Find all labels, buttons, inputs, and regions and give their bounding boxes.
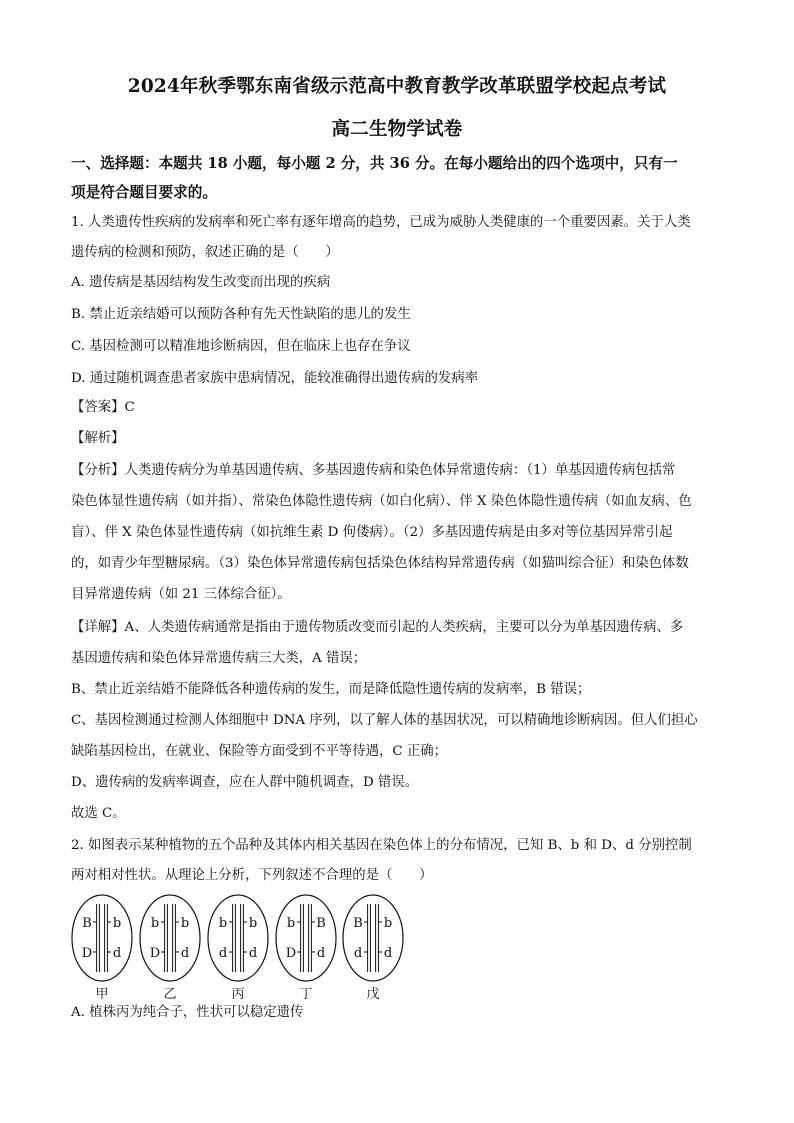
q1-analysis-label: 【解析】 [71,431,125,446]
q1-detail-line: B、禁止近亲结婚不能降低各种遗传病的发生，而是降低隐性遗传病的发病率，B 错误； [71,682,591,697]
gene-label: d [316,946,326,961]
gene-label: d [112,946,122,961]
gene-label: b [180,916,190,931]
cell-ellipse [140,895,200,981]
gene-label: B [316,916,326,931]
gene-label: D [285,946,297,961]
gene-label: d [383,946,393,961]
gene-label: b [286,916,296,931]
gene-label: b [218,916,228,931]
cell-ellipse [208,895,268,981]
q1-analysis-line: 盲）、伴 X 染色体显性遗传病（如抗维生素 D 佝偻病）。（2）多基因遗传病是由多对等位基因异常引起 [71,525,673,540]
q1-detail-line: 【详解】A、人类遗传病通常是指由于遗传物质改变而引起的人类疾病，主要可以分为单基因遗传病、多 [71,620,684,635]
q2-option-a: A. 植株丙为纯合子，性状可以稳定遗传 [71,1005,304,1020]
gene-label: b [112,916,122,931]
chromosome-diagram [68,892,408,1004]
gene-label: b [383,916,393,931]
q1-stem-line1: 1. 人类遗传性疾病的发病率和死亡率有逐年增高的趋势，已成为威胁人类健康的一个重要因素。关于人类 [71,215,691,230]
gene-label: b [248,916,258,931]
cell-name-label: 丁 [299,987,313,1002]
q1-answer: 【答案】C [71,400,135,415]
cell-ellipse [276,895,336,981]
subject-title: 高二生物学试卷 [331,119,463,140]
exam-title: 2024年秋季鄂东南省级示范高中教育教学改革联盟学校起点考试 [127,76,667,97]
q2-stem-line1: 2. 如图表示某种植物的五个品种及其体内相关基因在染色体上的分布情况，已知 B、b 和 D、d 分别控制 [71,838,692,853]
q1-option-d: D. 通过随机调查患者家族中患病情况，能较准确得出遗传病的发病率 [71,371,479,386]
q1-analysis-line: 目异常遗传病（如 21 三体综合征）。 [71,587,291,602]
q1-detail-line: D、遗传病的发病率调查，应在人群中随机调查，D 错误。 [71,775,419,790]
chromosome-diagram-svg [68,892,408,1004]
cell-name-label: 戊 [366,987,380,1002]
cell-name-label: 甲 [95,987,109,1002]
cell-name-label: 丙 [231,987,245,1002]
q1-detail-line: 基因遗传病和染色体异常遗传病三大类，A 错误； [71,651,367,666]
q1-detail-line: 缺陷基因检出，在就业、保险等方面受到不平等待遇，C 正确； [71,744,448,759]
q1-analysis-line: 的，如青少年型糖尿病。（3）染色体异常遗传病包括染色体结构异常遗传病（如猫叫综合征）和染色体数 [71,556,689,571]
gene-label: b [150,916,160,931]
q1-option-b: B. 禁止近亲结婚可以预防各种有先天性缺陷的患儿的发生 [71,307,411,322]
q1-detail-line: C、基因检测通过检测人体细胞中 DNA 序列，以了解人体的基因状况，可以精确地诊断病因。但人们担心 [71,713,698,728]
gene-label: d [180,946,190,961]
gene-label: d [353,946,363,961]
gene-label: d [218,946,228,961]
section-heading-line1: 一、选择题：本题共 18 小题，每小题 2 分，共 36 分。在每小题给出的四个选项中，只有一 [71,155,678,172]
q1-analysis-line: 染色体显性遗传病（如并指）、常染色体隐性遗传病（如白化病）、伴 X 染色体隐性遗传病（如血友病、色 [71,494,692,509]
q1-option-c: C. 基因检测可以精准地诊断病因，但在临床上也存在争议 [71,339,411,354]
cell-name-label: 乙 [163,987,177,1002]
gene-label: d [248,946,258,961]
gene-label: D [81,946,93,961]
q2-stem-line2: 两对相对性状。从理论上分析，下列叙述不合理的是（ ） [71,868,433,883]
q1-option-a: A. 遗传病是基因结构发生改变而出现的疾病 [71,275,331,290]
cell-ellipse [343,895,403,981]
gene-label: B [82,916,92,931]
q1-detail-line: 故选 C。 [71,806,126,821]
q1-analysis-line: 【分析】人类遗传病分为单基因遗传病、多基因遗传病和染色体异常遗传病：（1）单基因遗传病包括常 [71,463,676,478]
section-heading-line2: 项是符合题目要求的。 [71,184,217,201]
gene-label: B [353,916,363,931]
cell-ellipse [72,895,132,981]
gene-label: D [149,946,161,961]
q1-stem-line2: 遗传病的检测和预防，叙述正确的是（ ） [71,245,339,260]
